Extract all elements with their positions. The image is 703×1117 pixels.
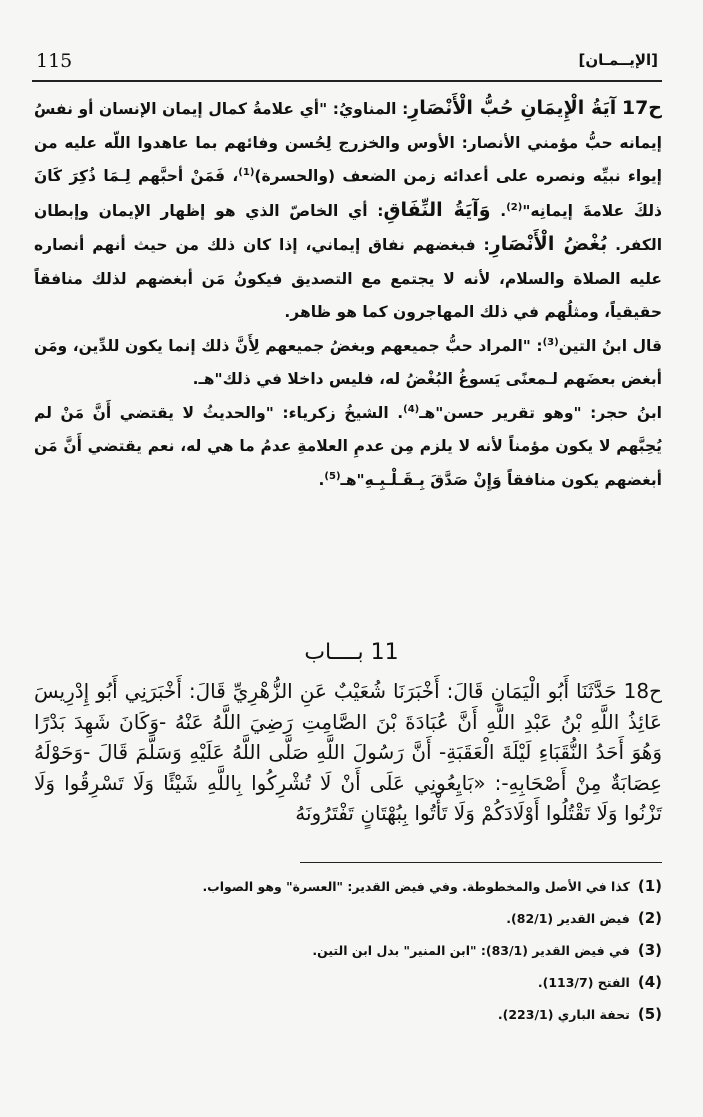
footnote-text: في فيض القدير (83/1): "ابن المنير" بدل ابن التين. bbox=[312, 943, 630, 958]
hadith-reference: ح17 bbox=[621, 97, 662, 119]
key-phrase: بُغْضُ الْأَنْصَارِ bbox=[489, 233, 608, 255]
hadith-text-block bbox=[34, 676, 662, 829]
commentary-text: . bbox=[318, 470, 325, 489]
footnote-rule bbox=[300, 862, 662, 863]
footnotes-list bbox=[34, 870, 662, 1030]
hadith-paragraph bbox=[34, 676, 662, 829]
key-phrase: آيَةُ الْإِيمَانِ حُبُّ الْأَنْصَارِ bbox=[408, 97, 617, 119]
footnote bbox=[34, 966, 662, 998]
hadith-text: حَدَّثَنَا أَبُو الْيَمَانِ قَالَ: أَخْبَرَنَا شُعَيْبٌ عَنِ الزُّهْرِيِّ قَالَ: أَخْبَرَنِي أَبُو إِدْرِيسَ عَائِذُ اللَّهِ بْنُ عَبْدِ اللَّهِ أَنَّ عُبَادَةَ بْنَ الصَّامِتِ رَضِيَ اللَّهُ عَنْهُ -وَكَانَ شَهِدَ بَدْرًا وَهُوَ أَحَدُ النُّقَبَاءِ لَيْلَةَ الْعَقَبَةِ- أَنَّ رَسُولَ اللَّهِ صَلَّى اللَّهُ عَلَيْهِ وَسَلَّمَ قَالَ -وَحَوْلَهُ عِصَابَةٌ مِنْ أَصْحَابِهِ-: «بَايِعُونِي عَلَى أَنْ لَا تُشْرِكُوا بِاللَّهِ شَيْئًا وَلَا تَسْرِقُوا وَلَا تَزْنُوا وَلَا تَقْتُلُوا أَوْلَادَكُمْ وَلَا تَأْتُوا بِبُهْتَانٍ تَفْتَرُونَهُ bbox=[34, 679, 662, 825]
footnote-ref: (5) bbox=[324, 470, 341, 482]
page-header bbox=[32, 50, 662, 84]
commentary-text: : أي الخاصّ الذي هو إظهار الإيمان وإبطان الكفر. bbox=[34, 201, 663, 254]
footnote-text: الفتح (113/7). bbox=[537, 975, 630, 990]
footnote-ref: (1) bbox=[238, 166, 255, 178]
commentary-text: : المناويُ: "أي علامةُ كمال إيمان الإنسان أو نفسُ إيمانه حبُّ مؤمني الأنصار: الأوس والخزرج لِحُسن وفائهم بما عاهدوا اللّه عليه من إيواء نبيِّه ونصره على أعدائه زمن الضعف (والحسرة) bbox=[34, 100, 662, 185]
footnote bbox=[34, 934, 662, 966]
commentary-text: ، فَمَنْ أحبَّهم لِـمَا ذُكِرَ كَانَ ذلكَ علامةَ إيمانِه" bbox=[34, 167, 662, 220]
footnote-text: كذا في الأصل والمخطوطة. وفي فيض القدير: "العسرة" وهو الصواب. bbox=[202, 879, 630, 894]
footnote bbox=[34, 870, 662, 902]
footnote-number: (1) bbox=[637, 877, 662, 895]
commentary-text: ابنُ حجر: "وهو تقرير حسن"هـ bbox=[419, 403, 662, 422]
commentary-text: . الشيخُ زكرياء: "والحديثُ لا يقتضي أَنَّ مَنْ لم يُحِبَّهم لا يكون مؤمناً لأنه لا يلزم مِن عدمِ العلامةِ عدمُ ما هي له، نعم يقتضي أَنَّ مَن أبغضهم يكون منافقاً وَإِنْ صَدَّقَ بِـقَـلْـبِـهِ"هـ bbox=[34, 403, 662, 489]
commentary-paragraph bbox=[34, 330, 662, 397]
footnote-ref: (2) bbox=[506, 201, 523, 213]
commentary-text: : "المراد حبُّ جميعهم وبغضُ جميعهم لِأَنَّ ذلك إنما يكون للدِّين، ومَن أبغض بعضَهم لـمعنًى يَسوغُ البُغْضُ له، فليس داخلا في ذلك"هـ. bbox=[34, 336, 662, 388]
commentary-block bbox=[34, 92, 662, 497]
footnote-text: فيض القدير (82/1). bbox=[506, 911, 630, 926]
key-phrase: وَآيَةُ النِّفَاقِ bbox=[383, 198, 491, 221]
footnote-ref: (3) bbox=[542, 336, 559, 348]
chapter-heading: 11 بــــاب bbox=[304, 640, 399, 665]
commentary-paragraph bbox=[34, 92, 662, 330]
commentary-text: : فبغضهم نفاق إيماني، إذا كان ذلك من حيث أنهم أنصاره عليه الصلاة والسلام، لأنه لا يجتمع مع التصديق فيكونُ مَن أبغضهم لذلك منافقاً حقيقياً، ومثلُهم في ذلك المهاجرون كما هو ظاهر. bbox=[34, 236, 662, 321]
commentary-text: . bbox=[490, 201, 507, 220]
footnote-number: (2) bbox=[637, 909, 662, 927]
footnote-number: (5) bbox=[637, 1005, 662, 1023]
footnote-number: (4) bbox=[637, 973, 662, 991]
commentary-text: قال ابنُ التين bbox=[558, 336, 663, 355]
footnote-number: (3) bbox=[637, 941, 662, 959]
footnote bbox=[34, 998, 662, 1030]
footnote bbox=[34, 902, 662, 934]
hadith-reference: ح18 bbox=[623, 679, 663, 703]
commentary-paragraph bbox=[34, 397, 662, 498]
chapter-title: [الإيــمـان] bbox=[578, 51, 658, 69]
footnote-text: تحفة الباري (223/1). bbox=[497, 1007, 630, 1022]
page-number: 115 bbox=[36, 50, 73, 72]
header-rule bbox=[32, 80, 662, 82]
footnote-ref: (4) bbox=[403, 403, 420, 415]
